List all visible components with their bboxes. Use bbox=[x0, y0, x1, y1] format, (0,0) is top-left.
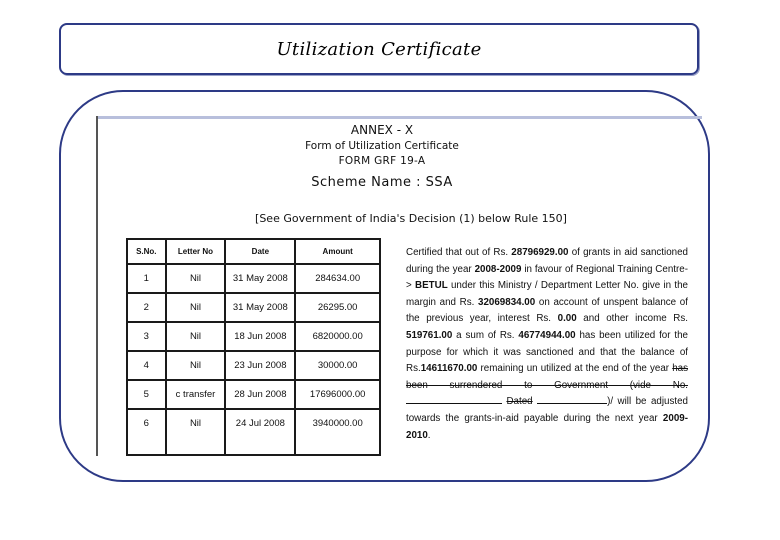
cell-sno: 6 bbox=[127, 409, 166, 455]
struck-text: Dated bbox=[506, 396, 533, 408]
blank-line bbox=[406, 394, 502, 404]
previous-balance: 32069834.00 bbox=[478, 296, 536, 308]
cell-date: 28 Jun 2008 bbox=[225, 380, 295, 409]
cell-sno: 2 bbox=[127, 293, 166, 322]
annex-label: ANNEX - X bbox=[350, 123, 414, 137]
rule-reference: [See Government of India's Decision (1) below Rule 150] bbox=[255, 212, 567, 225]
document-left-rule bbox=[96, 116, 98, 456]
table-row bbox=[127, 351, 380, 380]
cell-date: 31 May 2008 bbox=[225, 293, 295, 322]
cert-text: on account of unspent balance of the previous year, interest Rs. bbox=[406, 296, 688, 325]
table-row bbox=[127, 293, 380, 322]
header-letter-no: Letter No bbox=[166, 239, 226, 264]
centre-name: BETUL bbox=[415, 280, 448, 292]
cell-amount: 17696000.00 bbox=[295, 380, 380, 409]
cert-text: under this Ministry / Department Letter No. give in the margin and Rs. bbox=[406, 280, 688, 308]
grant-amount: 28796929.00 bbox=[511, 247, 569, 258]
cert-text: has been utilized for the purpose for which it was sanctioned and that the balance of Rs. bbox=[406, 329, 688, 375]
struck-text: has been surrendered to Government (vide No. bbox=[406, 363, 689, 391]
grants-table bbox=[126, 238, 381, 456]
cert-end: . bbox=[427, 429, 431, 441]
table-row bbox=[127, 322, 380, 351]
table-row bbox=[127, 264, 380, 293]
cell-amount: 26295.00 bbox=[295, 293, 380, 322]
cell-letter-no: Nil bbox=[166, 264, 226, 293]
cell-sno: 5 bbox=[127, 380, 166, 409]
header-date: Date bbox=[225, 239, 295, 264]
cell-amount: 30000.00 bbox=[295, 351, 380, 380]
cert-text: and other income Rs. bbox=[583, 313, 688, 325]
other-income: 519761.00 bbox=[406, 329, 453, 341]
cell-letter-no: Nil bbox=[166, 409, 226, 455]
cell-sno: 3 bbox=[127, 322, 166, 351]
cell-date: 18 Jun 2008 bbox=[225, 322, 295, 351]
table-row bbox=[127, 409, 380, 455]
slide-title-box bbox=[59, 23, 699, 75]
balance-amount: 14611670.00 bbox=[420, 363, 478, 375]
cert-text: a sum of Rs. bbox=[456, 329, 515, 341]
cell-letter-no: Nil bbox=[166, 322, 226, 351]
cert-text: of grants in aid sanctioned during the year bbox=[406, 247, 688, 275]
cert-text: remaining un utilized at the end of the year bbox=[480, 363, 670, 375]
next-year: 2009-2010 bbox=[406, 412, 688, 441]
cert-text: in favour of Regional Training Centre-> bbox=[406, 263, 688, 292]
form-title: Form of Utilization Certificate bbox=[305, 140, 459, 152]
header-amount: Amount bbox=[295, 239, 380, 264]
cert-text: Certified that out of Rs. bbox=[406, 247, 509, 258]
form-code: FORM GRF 19-A bbox=[338, 155, 426, 167]
header-sno: S.No. bbox=[127, 239, 166, 264]
cell-date: 31 May 2008 bbox=[225, 264, 295, 293]
cell-amount: 284634.00 bbox=[295, 264, 380, 293]
cell-amount: 6820000.00 bbox=[295, 322, 380, 351]
interest-amount: 0.00 bbox=[557, 313, 577, 325]
cell-amount: 3940000.00 bbox=[295, 409, 380, 455]
cell-letter-no: Nil bbox=[166, 293, 226, 322]
table-row bbox=[127, 380, 380, 409]
blank-line bbox=[537, 394, 607, 404]
certificate-text bbox=[406, 245, 688, 444]
cell-letter-no: Nil bbox=[166, 351, 226, 380]
cell-date: 24 Jul 2008 bbox=[225, 409, 295, 455]
cert-text: )/ will be adjusted towards the grants-in-aid payable during the next year bbox=[406, 396, 688, 424]
cell-date: 23 Jun 2008 bbox=[225, 351, 295, 380]
grant-year: 2008-2009 bbox=[474, 263, 522, 275]
slide-title: Utilization Certificate bbox=[276, 38, 482, 60]
cell-letter-no: c transfer bbox=[166, 380, 226, 409]
table-header-row bbox=[127, 239, 380, 264]
scheme-name: Scheme Name : SSA bbox=[311, 175, 453, 190]
cell-sno: 1 bbox=[127, 264, 166, 293]
utilized-amount: 46774944.00 bbox=[518, 329, 576, 341]
cell-sno: 4 bbox=[127, 351, 166, 380]
